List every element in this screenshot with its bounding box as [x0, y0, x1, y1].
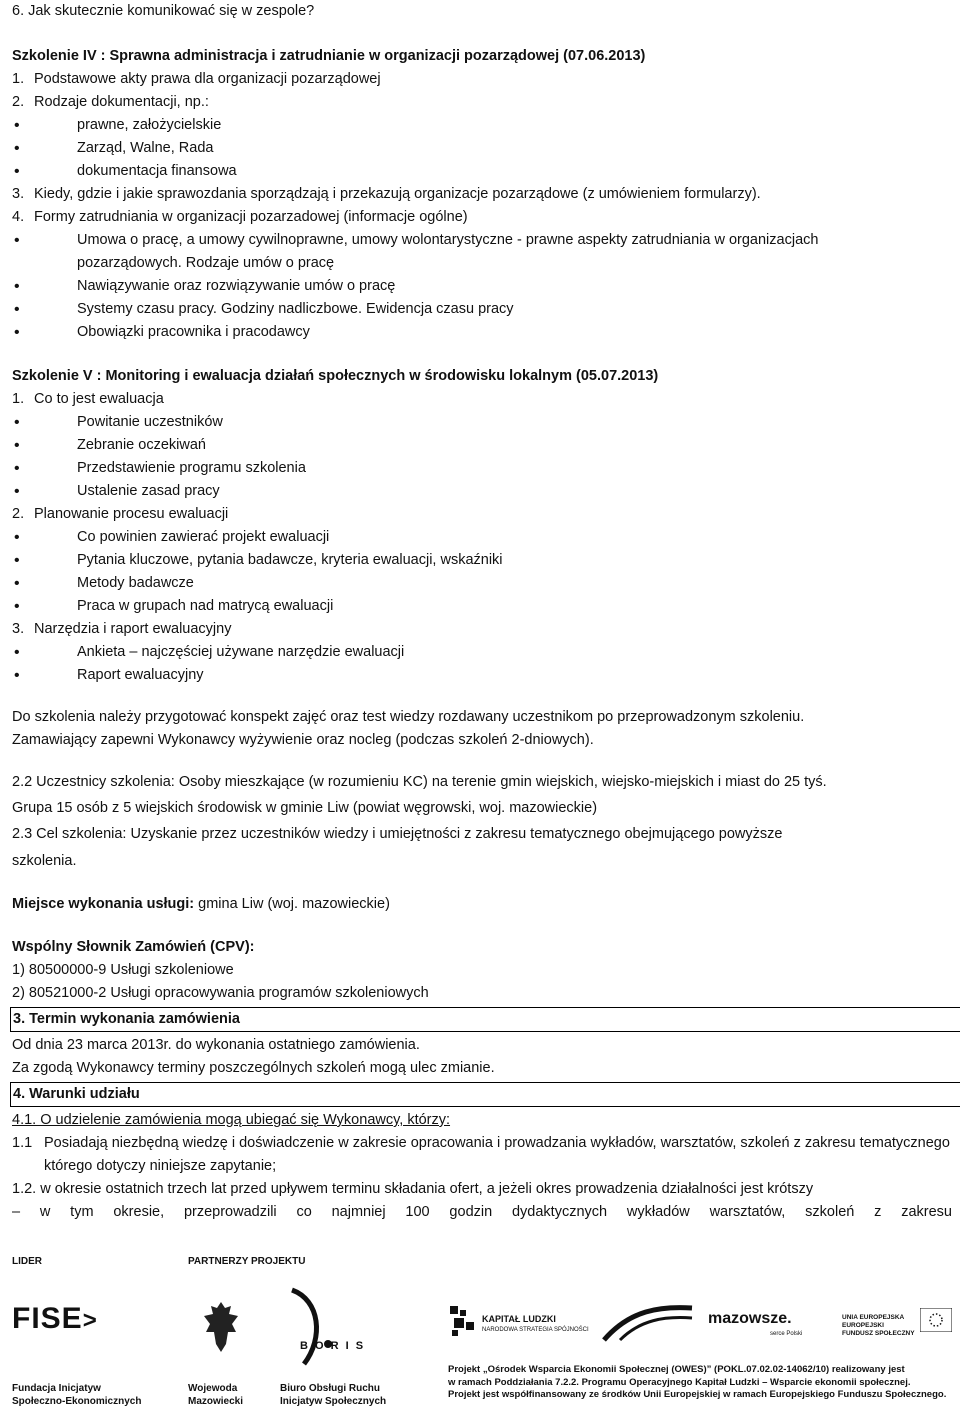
paragraph: Do szkolenia należy przygotować konspekt zajęć oraz test wiedzy rozdawany uczestnikom po przeprowadzonym szkoleniu.: [12, 709, 805, 725]
list-item: • Przedstawienie programu szkolenia: [12, 457, 952, 480]
list-item: • prawne, założycielskie: [12, 114, 952, 137]
training-4-title: Szkolenie IV : Sprawna administracja i zatrudnianie w organizacji pozarządowej (07.06.2013): [12, 48, 646, 64]
list-item: • Pytania kluczowe, pytania badawcze, kryteria ewaluacji, wskaźniki: [12, 549, 952, 572]
human-capital-text: KAPITAŁ LUDZKI NARODOWA STRATEGIA SPÓJNOŚCI: [482, 1314, 589, 1333]
paragraph: Od dnia 23 marca 2013r. do wykonania ostatniego zamówienia.: [12, 1037, 420, 1053]
paragraph: Grupa 15 osób z 5 wiejskich środowisk w gminie Liw (powiat węgrowski, woj. mazowieckie): [12, 800, 598, 816]
mazowsze-logo: mazowsze.: [708, 1310, 792, 1327]
list-item: • Zebranie oczekiwań: [12, 434, 952, 457]
section-heading-3: 3. Termin wykonania zamówienia: [10, 1007, 960, 1032]
fise-name: Fundacja Inicjatyw Społeczno-Ekonomicznych: [12, 1383, 142, 1407]
paragraph: 2.3 Cel szkolenia: Uzyskanie przez uczestników wiedzy i umiejętności z zakresu tematycznego obejmującego powyższe: [12, 826, 783, 842]
list-item: • Zarząd, Walne, Rada: [12, 137, 952, 160]
boris-name: Biuro Obsługi Ruchu Inicjatyw Społecznych: [280, 1383, 387, 1407]
boris-text: B O R I S: [300, 1340, 366, 1352]
chevron-right-icon: >: [82, 1307, 98, 1334]
list-item: • Metody badawcze: [12, 572, 952, 595]
conditions-intro: 4.1. O udzielenie zamówienia mogą ubiegać się Wykonawcy, którzy:: [12, 1112, 451, 1128]
condition-1-2-continuation: – w tym okresie, przeprowadzili co najmniej 100 godzin dydaktycznych wykładów warsztatów, szkoleń z zakresu: [12, 1204, 952, 1220]
project-info: Projekt „Ośrodek Wsparcia Ekonomii Społecznej (OWES)” (POKL.07.02.02-14062/10) realizowany jest w ramach Poddziałania 7.2.2. Programu Operacyjnego Kapitał Ludzki – Wsparcie ekonomii społecznej. Projekt jest współfinansowany ze środków Unii Europejskiej w ramach Europejskiego Funduszu Społecznego.: [448, 1364, 947, 1400]
list-item: • Powitanie uczestników: [12, 411, 952, 434]
condition-1-1: 1.1 Posiadają niezbędną wiedzę i doświadczenie w zakresie opracowania i prowadzania wykładów, warsztatów, szkoleń z zakresu tematycznego którego dotyczy niniejsze zapytanie;: [12, 1135, 950, 1174]
leader-label: LIDER: [12, 1256, 42, 1267]
list-item: • Ustalenie zasad pracy: [12, 480, 952, 503]
cpv-item: 2) 80521000-2 Usługi opracowywania programów szkoleniowych: [12, 985, 429, 1001]
eu-logo-text: UNIA EUROPEJSKA EUROPEJSKI FUNDUSZ SPOŁECZNY: [842, 1314, 915, 1337]
list-item: • Nawiązywanie oraz rozwiązywanie umów o pracę: [12, 275, 952, 298]
list-item: • Systemy czasu pracy. Godziny nadliczbowe. Ewidencja czasu pracy: [12, 298, 952, 321]
item-6: 6. Jak skutecznie komunikować się w zespole?: [12, 3, 315, 19]
fise-logo: FISE>: [12, 1302, 98, 1335]
numbered-item: 2. Planowanie procesu ewaluacji: [12, 506, 229, 522]
partners-label: PARTNERZY PROJEKTU: [188, 1256, 306, 1267]
paragraph: szkolenia.: [12, 853, 77, 869]
numbered-item: 1. Podstawowe akty prawa dla organizacji pozarządowej: [12, 71, 381, 87]
list-item: • Ankieta – najczęściej używane narzędzie ewaluacji: [12, 641, 952, 664]
page-footer: [0, 1248, 960, 1412]
numbered-item: 4. Formy zatrudniania w organizacji pozarzadowej (informacje ogólne): [12, 209, 468, 225]
section-heading-4: 4. Warunki udziału: [10, 1082, 960, 1107]
paragraph: 2.2 Uczestnicy szkolenia: Osoby mieszkające (w rozumieniu KC) na terenie gmin wiejskich, wiejsko-miejskich i miast do 25 tyś.: [12, 774, 827, 790]
eu-flag-icon: [920, 1308, 952, 1337]
numbered-item: 3. Kiedy, gdzie i jakie sprawozdania sporządzają i przekazują organizacje pozarządowe (z umówieniem formularzy).: [12, 186, 761, 202]
list-item: • Obowiązki pracownika i pracodawcy: [12, 321, 952, 344]
paragraph: Za zgodą Wykonawcy terminy poszczególnych szkoleń mogą ulec zmianie.: [12, 1060, 495, 1076]
numbered-item: 2. Rodzaje dokumentacji, np.:: [12, 94, 209, 110]
document-body: [12, 0, 952, 1224]
voivode-name: Wojewoda Mazowiecki: [188, 1383, 244, 1407]
training-5-title: Szkolenie V : Monitoring i ewaluacja działań społecznych w środowisku lokalnym (05.07.2013): [12, 368, 659, 384]
list-item: • Umowa o pracę, a umowy cywilnoprawne, umowy wolontarystyczne - prawne aspekty zatrudniania w organizacjach: [12, 229, 952, 252]
paragraph: Zamawiający zapewni Wykonawcy wyżywienie oraz nocleg (podczas szkoleń 2-dniowych).: [12, 732, 594, 748]
numbered-item: 3. Narzędzia i raport ewaluacyjny: [12, 621, 232, 637]
human-capital-logo: [448, 1304, 476, 1343]
list-item-continuation: pozarządowych. Rodzaje umów o pracę: [77, 255, 335, 271]
cpv-item: 1) 80500000-9 Usługi szkoleniowe: [12, 962, 234, 978]
cpv-title: Wspólny Słownik Zamówień (CPV):: [12, 939, 255, 955]
boris-logo: [280, 1280, 360, 1375]
eagle-emblem-icon: [200, 1298, 242, 1363]
list-item: • Raport ewaluacyjny: [12, 664, 952, 687]
service-location: Miejsce wykonania usługi: gmina Liw (woj. mazowieckie): [12, 896, 390, 912]
list-item: • Co powinien zawierać projekt ewaluacji: [12, 526, 952, 549]
list-item: • dokumentacja finansowa: [12, 160, 952, 183]
list-item: • Praca w grupach nad matrycą ewaluacji: [12, 595, 952, 618]
mazowsze-slogan: serce Polski: [770, 1331, 803, 1337]
road-logo: [600, 1300, 695, 1347]
condition-1-2: 1.2. w okresie ostatnich trzech lat przed upływem terminu składania ofert, a jeżeli okres prowadzenia działalności jest krótszy: [12, 1181, 814, 1197]
numbered-item: 1. Co to jest ewaluacja: [12, 391, 164, 407]
